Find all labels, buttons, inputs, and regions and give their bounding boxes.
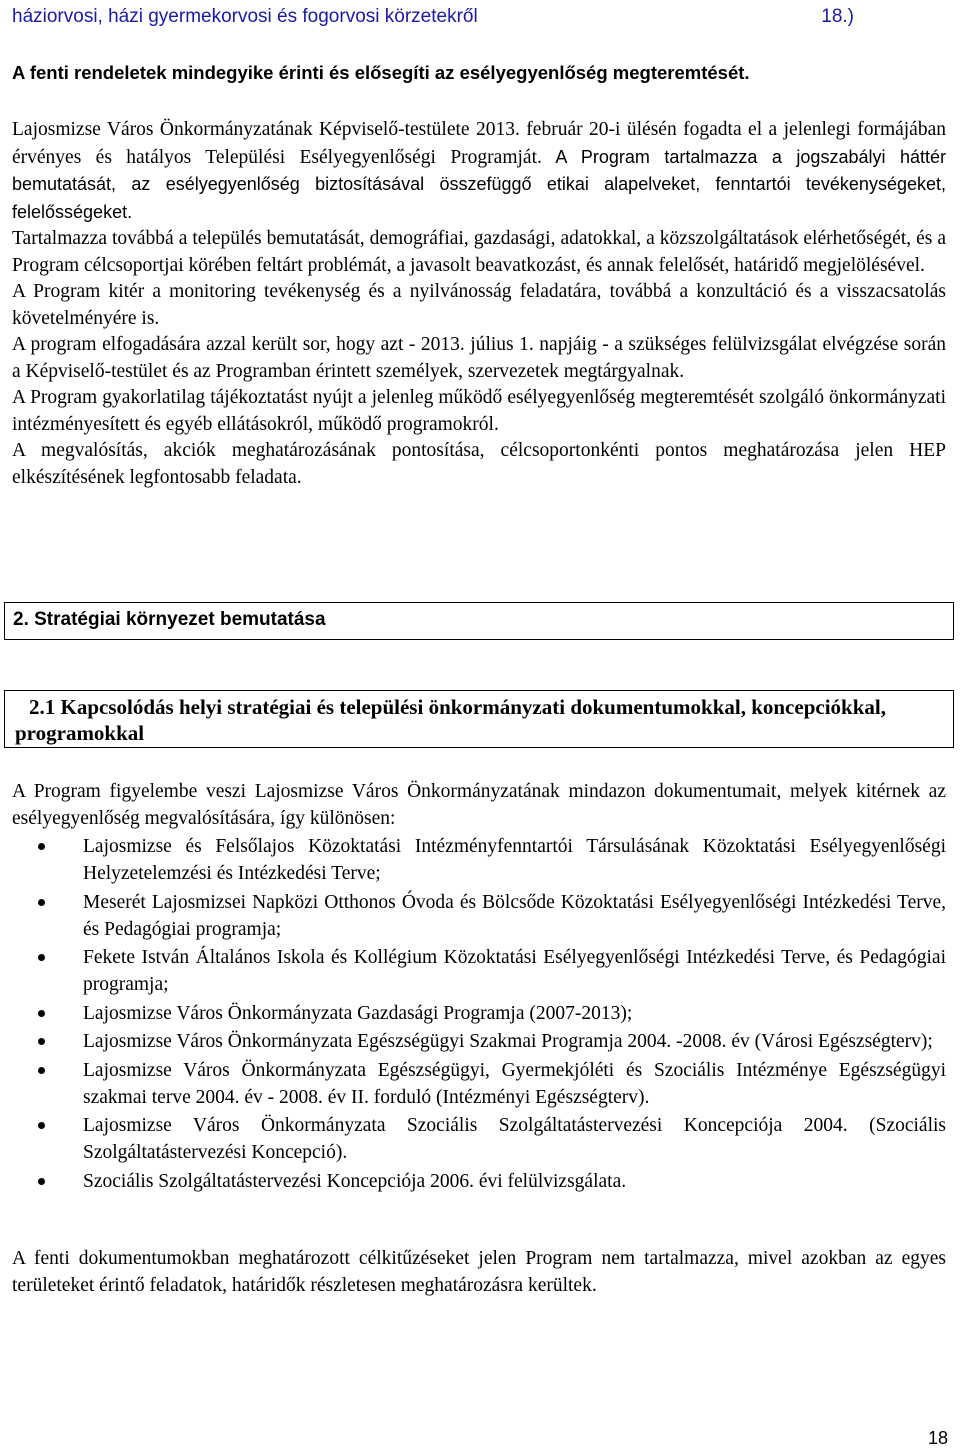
subsection-heading: 2.1 Kapcsolódás helyi stratégiai és települési önkormányzati dokumentumokkal, koncepciókkal, programokkal <box>15 695 886 745</box>
list-item <box>12 944 946 998</box>
list-intro: A Program figyelembe veszi Lajosmizse Város Önkormányzatának mindazon dokumentumait, melyek kitérnek az esélyegyenlőség megvalósítására, így különösen: <box>12 781 946 829</box>
bullet-icon <box>38 1178 45 1185</box>
list-item-text: Lajosmizse Város Önkormányzata Egészségügyi, Gyermekjóléti és Szociális Intézménye Egészségügyi szakmai terve 2004. év - 2008. év II. forduló (Intézményi Egészségterv). <box>83 1059 946 1108</box>
list-item-text: Fekete István Általános Iskola és Kollégium Közoktatási Esélyegyenlőségi Intézkedési Terve, és Pedagógiai programja; <box>83 947 946 995</box>
section-heading: 2. Stratégiai környezet bemutatása <box>13 609 326 630</box>
intro-paragraph-6: A megvalósítás, akciók meghatározásának pontosítása, célcsoportonkénti pontos meghatározása jelen HEP elkészítésének legfontosabb feladata. <box>12 440 946 488</box>
section-heading-box <box>4 602 954 640</box>
list-item-text: Szociális Szolgáltatástervezési Koncepciója 2006. évi felülvizsgálata. <box>83 1170 627 1192</box>
list-item-text: Lajosmizse Város Önkormányzata Gazdasági Programja (2007-2013); <box>83 1002 633 1024</box>
list-item <box>12 1112 946 1166</box>
header-link[interactable] <box>12 4 854 34</box>
list-item <box>12 833 946 887</box>
header-link-number[interactable]: 18.) <box>821 6 854 27</box>
intro-paragraph-1-serif: Lajosmizse Város Önkormányzatának Képviselő-testülete 2013. február 20-i ülésén fogadta el a jelenlegi formájában érvényes és hatályos Települési Esélyegyenlőségi Programját. <box>12 119 946 168</box>
bold-statement: A fenti rendeletek mindegyike érinti és elősegíti az esélyegyenlőség megteremtését. <box>12 62 750 83</box>
intro-paragraph-2: Tartalmazza továbbá a település bemutatását, demográfiai, gazdasági, adatokkal, a közszolgáltatások elérhetőségét, és a Program célcsoportjai körében feltárt problémát, a javasolt beavatkozást, és annak felelősét, határidő megjelölésével. <box>12 228 946 276</box>
bullet-icon <box>38 1067 45 1074</box>
intro-paragraph-5: A Program gyakorlatilag tájékoztatást nyújt a jelenleg működő esélyegyenlőség megteremtését szolgáló önkormányzati intézményesített és egyéb ellátásokról, működő programokról. <box>12 387 946 435</box>
intro-paragraph-1 <box>12 117 946 226</box>
list-item <box>12 1028 946 1055</box>
bullet-icon <box>38 1038 45 1045</box>
intro-section <box>12 117 946 491</box>
list-item-text: Lajosmizse Város Önkormányzata Szociális Szolgáltatástervezési Koncepciója 2004. (Szociális Szolgáltatástervezési Koncepció). <box>83 1115 946 1163</box>
documents-list <box>12 833 946 1196</box>
list-item <box>12 889 946 943</box>
bullet-icon <box>38 1010 45 1017</box>
bullet-icon <box>38 954 45 961</box>
bullet-icon <box>38 843 45 850</box>
intro-paragraph-4: A program elfogadására azzal került sor, hogy azt - 2013. július 1. napjáig - a szükséges felülvizsgálat elvégzése során a Képviselő-testület és az Programban érintett személyek, szervezetek megtárgyalnak. <box>12 334 946 382</box>
bullet-icon <box>38 899 45 906</box>
subsection-heading-box <box>4 690 954 748</box>
list-item <box>12 1057 946 1111</box>
page-number: 18 <box>927 1428 948 1448</box>
list-item-text: Meserét Lajosmizsei Napközi Otthonos Óvoda és Bölcsőde Közoktatási Esélyegyenlőségi Intézkedési Terve, és Pedagógiai programja; <box>83 891 946 940</box>
list-item-text: Lajosmizse és Felsőlajos Közoktatási Intézményfenntartói Társulásának Közoktatási Esélyegyenlőségi Helyzetelemzési és Intézkedési Terve; <box>83 836 946 884</box>
list-item-text: Lajosmizse Város Önkormányzata Egészségügyi Szakmai Programja 2004. -2008. év (Városi Egészségterv); <box>83 1031 933 1052</box>
intro-paragraph-3: A Program kitér a monitoring tevékenység és a nyilvánosság feladatára, továbbá a konzultáció és a visszacsatolás követelményére is. <box>12 281 946 329</box>
closing-paragraph: A fenti dokumentumokban meghatározott célkitűzéseket jelen Program nem tartalmazza, mivel azokban az egyes területeket érintő feladatok, határidők részletesen meghatározásra kerültek. <box>12 1248 946 1296</box>
bullet-icon <box>38 1122 45 1129</box>
intro-paragraph-1-sans: A Program tartalmazza a jogszabályi háttér bemutatását, az esélyegyenlőség biztosításával összefüggő etikai alapelveket, fenntartói tevékenységeket, felelősségeket. <box>12 146 946 222</box>
list-item <box>12 1000 946 1027</box>
list-item <box>12 1168 946 1195</box>
header-link-text[interactable]: háziorvosi, házi gyermekorvosi és fogorvosi körzetekről <box>12 6 478 27</box>
